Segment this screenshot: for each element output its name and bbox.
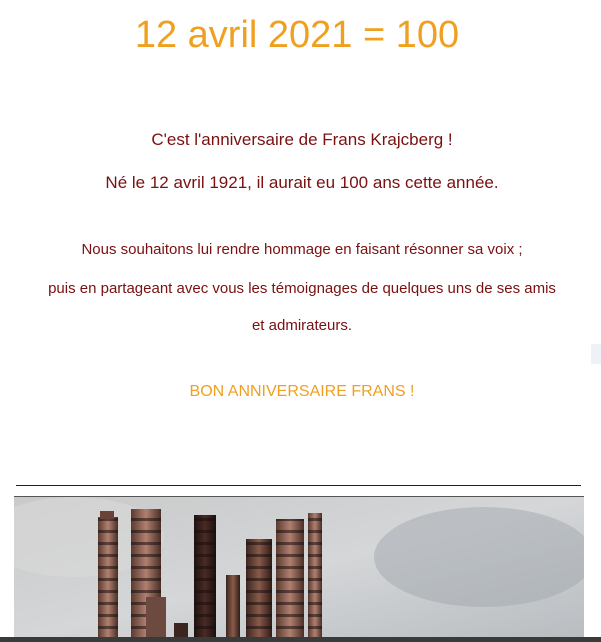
section-divider bbox=[16, 485, 581, 486]
closing-greeting: BON ANNIVERSAIRE FRANS ! bbox=[189, 383, 415, 400]
message-line-1: Nous souhaitons lui rendre hommage en faisant résonner sa voix ; bbox=[81, 241, 523, 258]
message-line-3: et admirateurs. bbox=[251, 317, 353, 334]
intro-line-birth: Né le 12 avril 1921, il aurait eu 100 ans cette année. bbox=[105, 173, 499, 192]
bottom-strip bbox=[0, 637, 601, 642]
sculpture-photo bbox=[14, 497, 584, 642]
page-title: 12 avril 2021 = 100 bbox=[134, 14, 460, 56]
intro-line-anniversary: C'est l'anniversaire de Frans Krajcberg ! bbox=[151, 130, 453, 149]
scroll-edge-tab[interactable] bbox=[591, 344, 601, 364]
sculpture-trunks bbox=[98, 509, 322, 642]
message-line-2: puis en partageant avec vous les témoignages de quelques uns de ses amis bbox=[48, 280, 556, 297]
